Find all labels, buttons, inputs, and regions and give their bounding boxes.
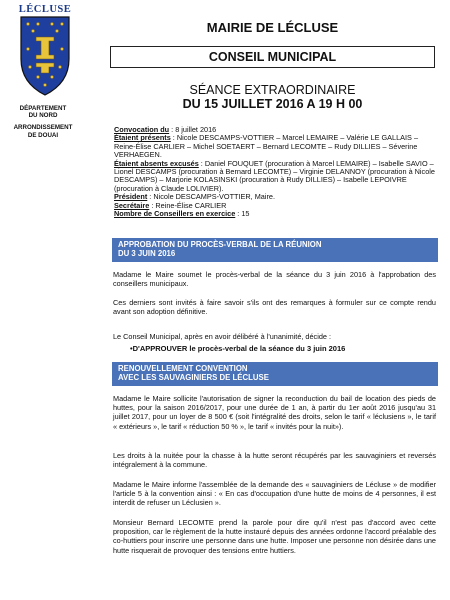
section-title-line: APPROBATION DU PROCÈS-VERBAL DE LA RÉUNION — [118, 240, 322, 249]
paragraph: Madame le Maire sollicite l'autorisation de signer la reconduction du bail de location des pieds de huttes, pour la saison 2016/2017, pour une durée de 1 an, à partir du 1er août 2016 jusqu'au 31 juillet 2017, pour un loyer de 8 500 € (soit l'intégralité des droits, selon le tarif « léclusiens », le tarif « extérieurs », le tarif « réduction 50 % », le tarif « invités pour la nuit»). — [113, 394, 436, 431]
seance-date: DU 15 JUILLET 2016 A 19 H 00 — [182, 97, 363, 111]
paragraph: Monsieur Bernard LECOMTE prend la parole pour dire qu'il n'est pas d'accord avec cette proposition, car le règlement de la hutte instauré depuis des années ordonne l'accord préalable des co-huttiers pour inscrire une personne dans une hutte. Imposer une personne non désirée dans une hutte risquerait de provoquer des tensions entre huttiers. — [113, 518, 436, 555]
paragraph: Madame le Maire informe l'assemblée de la demande des « sauvaginiers de Lécluse » de modifier l'article 5 à la convention ainsi : « En cas d'occupation d'une hutte de moins de 4 personnes, il est interdit de refuser un Léclusien ». — [113, 480, 436, 508]
section-heading-approbation — [112, 238, 438, 262]
arrondissement-line: DE DOUAI — [27, 131, 59, 139]
section-title-line: RENOUVELLEMENT CONVENTION — [118, 364, 248, 373]
paragraph: Les droits à la nuitée pour la chasse à la hutte seront récupérés par les sauvaginiers et reversés intégralement à la commune. — [113, 451, 436, 470]
absents-label: Étaient absents excusés — [114, 158, 199, 168]
conseillers-count-value: : 15 — [235, 209, 250, 219]
seance-heading — [110, 83, 435, 111]
crest-town-name: LÉCLUSE — [18, 4, 72, 15]
paragraph: Le Conseil Municipal, après en avoir délibéré à l'unanimité, décide : — [113, 332, 331, 341]
department-block — [8, 105, 78, 139]
secretaire-label: Secrétaire — [114, 200, 150, 210]
presents-value: : Nicole DESCAMPS-VOTTIER – Marcel LEMAIRE – Valérie LE GALLAIS – Reine-Élise CARLIER – Michel SOETAERT – Bernard LECOMTE – Rudy DILLIES – Séverine VERHAEGEN. — [114, 133, 419, 160]
attendance-block — [114, 126, 440, 218]
president-value: : Nicole DESCAMPS-VOTTIER, Maire. — [147, 192, 275, 202]
paragraph: Madame le Maire soumet le procès-verbal de la séance du 3 juin 2016 à l'approbation des conseillers municipaux. — [113, 270, 436, 289]
mairie-title: MAIRIE DE LÉCLUSE — [206, 20, 339, 35]
department-line: DÉPARTEMENT — [19, 105, 67, 112]
shield-icon — [16, 15, 74, 97]
department-line: DU NORD — [28, 112, 58, 120]
seance-type: SÉANCE EXTRAORDINAIRE — [189, 83, 356, 97]
arrondissement-line: ARRONDISSEMENT — [13, 124, 73, 132]
conseil-title: CONSEIL MUNICIPAL — [110, 46, 435, 68]
presents-label: Étaient présents — [114, 133, 171, 143]
decision-line: •D'APPROUVER le procès-verbal de la séance du 3 juin 2016 — [130, 344, 346, 353]
secretaire-value: : Reine-Élise CARLIER — [149, 200, 227, 210]
section-title-line: DU 3 JUIN 2016 — [118, 249, 176, 258]
absents-value: : Daniel FOUQUET (procuration à Marcel LEMAIRE) – Isabelle SAVIO – Lionel DESCAMPS (procuration à Bernard LECOMTE) – Virginie DELANNOY (procuration à Nicole DESCAMPS) – Marjorie KOLASINSKI (procuration à Rudy DILLIES) – Isabelle LEPOIVRE (procuration à Claude LOLIVIER). — [114, 158, 435, 193]
president-label: Président — [114, 192, 148, 202]
paragraph: Ces derniers sont invités à faire savoir s'ils ont des remarques à formuler sur ce compte rendu avant son adoption définitive. — [113, 298, 436, 317]
section-heading-convention — [112, 362, 438, 386]
section-title-line: AVEC LES SAUVAGINIERS DE LÉCLUSE — [118, 373, 269, 382]
convocation-label: Convocation du — [114, 125, 170, 134]
conseillers-count-label: Nombre de Conseillers en exercice — [114, 209, 236, 219]
convocation-value: : 8 juillet 2016 — [169, 125, 217, 134]
coat-of-arms — [14, 4, 76, 97]
